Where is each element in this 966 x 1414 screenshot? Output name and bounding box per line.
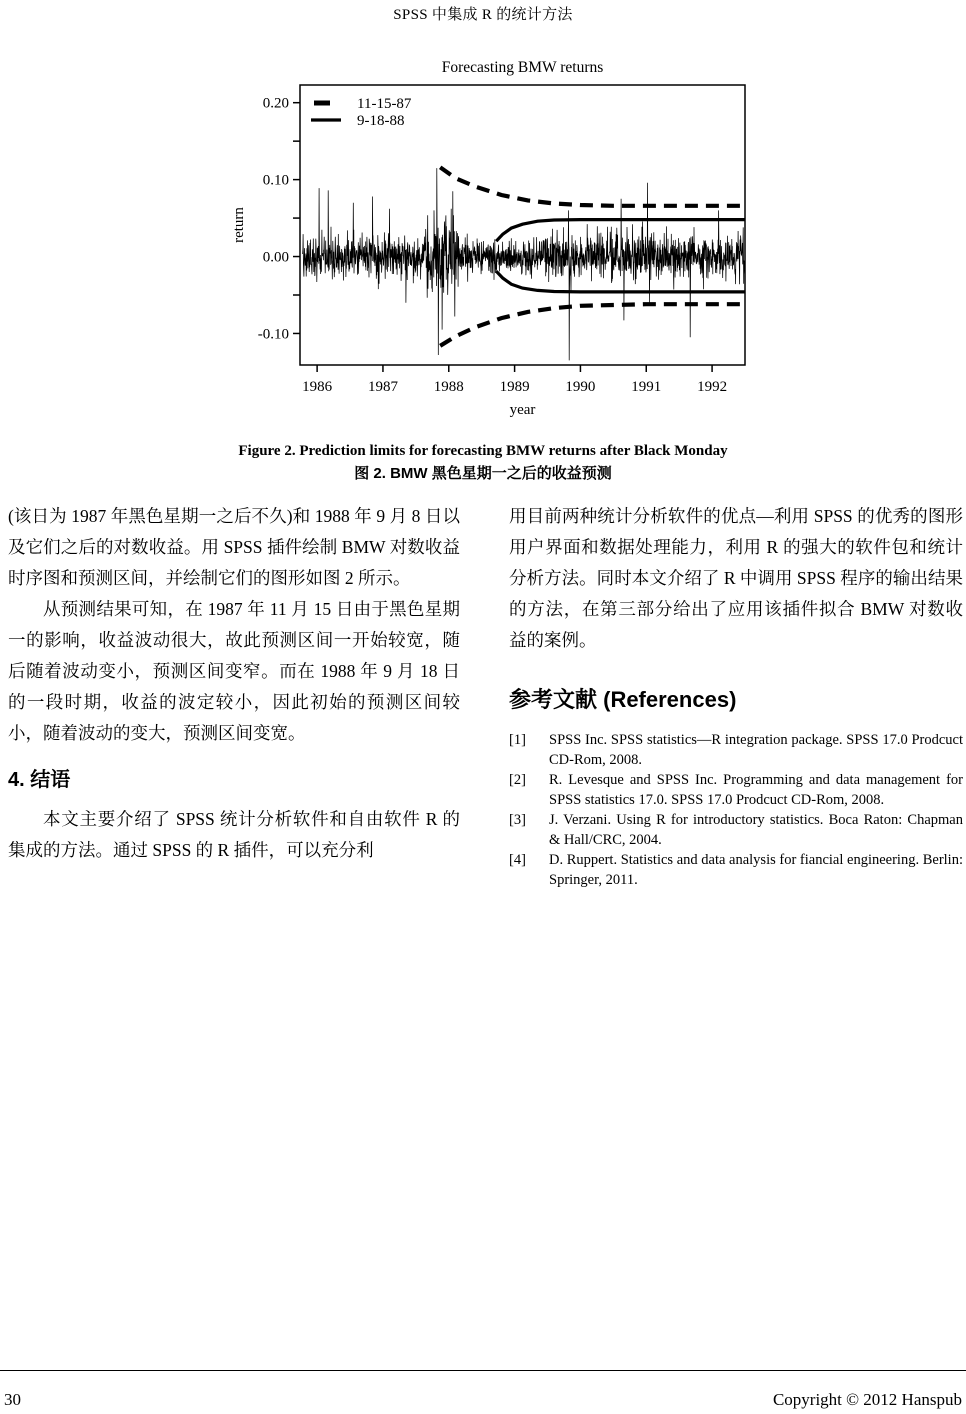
svg-text:1991: 1991 xyxy=(631,379,662,395)
svg-text:year: year xyxy=(509,402,536,418)
figure-caption-en: Figure 2. Prediction limits for forecasting BMW returns after Black Monday xyxy=(238,443,728,459)
svg-text:0.00: 0.00 xyxy=(262,249,289,266)
reference-item xyxy=(509,771,963,810)
right-column xyxy=(509,501,963,891)
svg-text:11-15-87: 11-15-87 xyxy=(357,96,412,112)
reference-number: [4] xyxy=(509,852,526,868)
paragraph-forecast-discussion: 从预测结果可知，在 1987 年 11 月 15 日由于黑色星期一的影响，收益波动很大，故此预测区间一开始较宽，随后随着波动变小，预测区间变窄。而在 1988 年 9 月 18 日的一段时期，收益的波定较小，因此初始的预测区间较小，随着波动的变大，预测区间变宽。 xyxy=(8,599,460,743)
svg-text:Forecasting BMW returns: Forecasting BMW returns xyxy=(441,59,604,76)
reference-number: [2] xyxy=(509,772,526,788)
figure-caption-zh: 图 2. BMW 黑色星期一之后的收益预测 xyxy=(354,465,612,482)
section-heading-conclusion: 4. 结语 xyxy=(8,769,71,791)
reference-item xyxy=(509,811,963,850)
section-heading-references: 参考文献 (References) xyxy=(509,687,737,712)
svg-text:1989: 1989 xyxy=(499,379,530,395)
svg-text:1986: 1986 xyxy=(302,379,333,395)
reference-text: R. Levesque and SPSS Inc. Programming and data management for SPSS statistics 17.0. SPSS 17.0 Prodcuct CD-Rom, 2008. xyxy=(549,772,963,808)
paragraph-conclusion: 本文主要介绍了 SPSS 统计分析软件和自由软件 R 的集成的方法。通过 SPSS 的 R 插件，可以充分利 xyxy=(8,809,460,860)
reference-list xyxy=(509,731,963,890)
paragraph-conclusion-continued: 用目前两种统计分析软件的优点—利用 SPSS 的优秀的图形用户界面和数据处理能力，利用 R 的强大的软件包和统计分析方法。同时本文介绍了 R 中调用 SPSS 程序的输出结果的方法，在第三部分给出了应用该插件拟合 BMW 对数收益的案例。 xyxy=(509,506,963,650)
svg-text:1988: 1988 xyxy=(433,379,464,395)
svg-text:1990: 1990 xyxy=(565,379,596,395)
svg-text:9-18-88: 9-18-88 xyxy=(357,113,405,129)
figure-2-chart xyxy=(230,56,750,428)
svg-text:1987: 1987 xyxy=(367,379,398,395)
running-head-title: SPSS 中集成 R 的统计方法 xyxy=(393,7,573,23)
paragraph-continued: (该日为 1987 年黑色星期一之后不久)和 1988 年 9 月 8 日以及它们之后的对数收益。用 SPSS 插件绘制 BMW 对数收益时序图和预测区间，并绘制它们的图形如图 2 所示。 xyxy=(8,506,460,588)
reference-number: [3] xyxy=(509,812,526,828)
copyright-notice: Copyright © 2012 Hanspub xyxy=(772,1390,962,1409)
left-column xyxy=(8,501,460,866)
svg-text:-0.10: -0.10 xyxy=(257,326,289,343)
reference-item xyxy=(509,731,963,770)
reference-number: [1] xyxy=(509,732,526,748)
svg-text:0.20: 0.20 xyxy=(262,95,289,112)
svg-text:return: return xyxy=(231,207,247,243)
page-number: 30 xyxy=(4,1390,21,1409)
forecast-chart-svg xyxy=(230,56,750,428)
svg-text:1992: 1992 xyxy=(697,379,728,395)
reference-item xyxy=(509,851,963,890)
reference-text: SPSS Inc. SPSS statistics—R integration package. SPSS 17.0 Prodcuct CD-Rom, 2008. xyxy=(549,732,963,768)
svg-text:0.10: 0.10 xyxy=(262,172,289,189)
footer-rule xyxy=(0,1370,966,1371)
reference-text: J. Verzani. Using R for introductory statistics. Boca Raton: Chapman & Hall/CRC, 2004. xyxy=(549,812,963,848)
reference-text: D. Ruppert. Statistics and data analysis for fiancial engineering. Berlin: Springer, 2011. xyxy=(549,852,963,888)
